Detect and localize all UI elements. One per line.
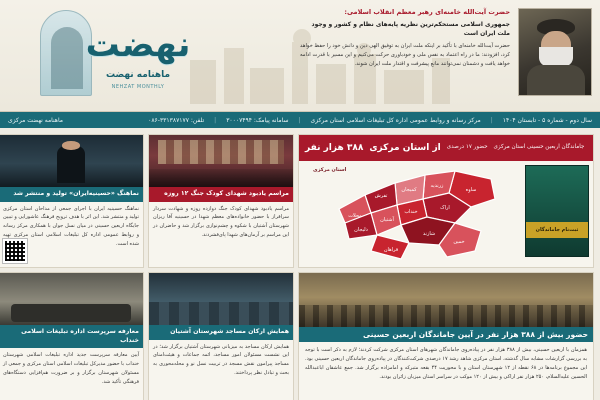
qr-code-icon[interactable] <box>3 239 27 263</box>
card-text-propagation-visit: آیین معارفه سرپرست جدید اداره تبلیغات اسلامی شهرستان خنداب با حضور مدیرکل تبلیغات اسلامی استان مرکزی و جمعی از مسئولان شهرستان برگزار و بر ضرورت هم‌افزایی دستگاه‌های فرهنگی تأکید شد. <box>3 352 139 385</box>
content-grid <box>0 128 600 400</box>
logo-wordmark: نهضت <box>85 25 191 65</box>
issue-info-item-0: سال دوم - شماره ۵ - تابستان ۱۴۰۴ <box>502 116 592 124</box>
feature-headline-rest: از استان مرکزی <box>369 143 441 153</box>
svg-text:تفرش: تفرش <box>374 193 388 199</box>
issue-info-item-2: سامانه پیامک: ۳۰۰۰۷۴۹۴ <box>226 116 289 124</box>
card-image-hall-audience <box>149 273 293 325</box>
svg-text:ساوه: ساوه <box>465 187 477 193</box>
photo-placeholder <box>149 135 293 187</box>
svg-text:خنداب: خنداب <box>404 209 418 215</box>
feature-arbaeen-statistics[interactable] <box>298 134 594 268</box>
leader-quote-block <box>300 8 510 68</box>
svg-text:خمين: خمين <box>453 239 465 245</box>
feature-headline-number: ۳۸۸ هزار نفر <box>305 143 364 153</box>
divider: | <box>490 116 493 124</box>
markazi-province-map[interactable] <box>305 165 519 261</box>
svg-text:دليجان: دليجان <box>354 227 368 233</box>
card-image-speaker-stage <box>0 135 143 187</box>
top-left-card-column <box>0 134 294 268</box>
card-image-meeting-room <box>0 273 143 325</box>
svg-text:آشتيان: آشتيان <box>380 217 394 223</box>
article-arbaeen-participation[interactable] <box>298 272 594 400</box>
svg-text:فراهان: فراهان <box>383 247 399 253</box>
card-text-quran-circles: همایش ارکان مساجد به میزبانی شهرستان آشتیان برگزار شد؛ در این نشست مسئولان امور مساجد، ائمه جماعات و هیئت‌امنای مساجد پیرامون نقش مسجد در تربیت نسل نو و محله‌محوری به بحث و تبادل نظر پرداختند. <box>153 343 289 376</box>
card-quran-circles-meeting[interactable] <box>148 272 294 400</box>
card-hosseini-anthem[interactable] <box>0 134 144 268</box>
province-map-svg <box>305 165 519 261</box>
issue-info-item-1: مرکز رسانه و روابط عمومی اداره کل تبلیغات اسلامی استان مرکزی <box>310 116 481 124</box>
publication-name-label: ماهنامه نهضت مرکزی <box>8 116 64 124</box>
logo-latin-subtitle: NEHZAT MONTHLY <box>111 84 165 90</box>
svg-text:زرندیه: زرندیه <box>430 183 444 189</box>
card-title-war-martyrs: مراسم یادبود شهدای کودک جنگ ۱۲ روزه <box>149 187 293 202</box>
photo-placeholder <box>299 273 593 327</box>
divider: | <box>214 116 217 124</box>
divider: | <box>298 116 301 124</box>
card-image-banners-hall <box>149 135 293 187</box>
photo-placeholder <box>149 273 293 325</box>
publication-logo <box>6 4 196 104</box>
article-image-march <box>299 273 593 327</box>
feature-subline-1: حضور ۱۷ درصدی <box>446 144 488 151</box>
svg-text:محلات: محلات <box>348 213 362 219</box>
photo-placeholder <box>0 135 143 187</box>
leader-quote-title: حضرت آیت‌الله خامنه‌ای رهبر معظم انقلاب اسلامی: <box>344 8 510 16</box>
robe-shape <box>527 65 585 96</box>
map-badge-label: استان مرکزی <box>313 167 347 173</box>
issue-info-bar <box>0 112 600 128</box>
poster-band-label: ثبت‌نام جاماندگان <box>526 222 588 238</box>
arbaeen-poster <box>525 165 589 257</box>
card-title-hosseini-anthem: نماهنگ «حسینیه‌ایران» تولید و منتشر شد <box>0 187 143 202</box>
bottom-left-card-column <box>0 272 294 400</box>
masthead <box>0 0 600 112</box>
card-text-war-martyrs: مراسم یادبود شهدای کودک جنگ دوازده روزه و شهادت سردار سرافراز با حضور خانواده‌های معظم شهدا در حسینیه آقا ریزان شهرستان آشتیان با شکوه و چشم‌نوازی برگزار شد و حاضران در این مراسم بر آرمان‌های شهدا پای‌فشردند. <box>153 205 289 238</box>
article-body-text: همزمان با اربعین حسینی، بیش از ۳۸۸ هزار نفر در پیاده‌روی جاماندگان شهرهای استان مرکزی شرکت کردند؛ لازم به ذکر است با توجه به بررسی گزارشات مشابه سال گذشته، استان مرکزی شاهد رشد ۱۷ درصدی شرکت‌کنندگان در پیاده‌روی جاماندگان اربعین حسینی بود. این مجموع برنامه‌ها در ۶۸ نقطه از ۱۲ شهرستان استان و با محوریت ۴۴ بقعه متبرکه و امامزاده برگزار شد. جمع عاشقان اباعبدالله الحسین علیه‌السلام، ۲۵۰ هزار نفر اراکی و بیش از ۱۲۰ موکب در سراسر استان میزبان زائران بودند. <box>305 347 587 380</box>
leader-quote-body: حضرت آیت‌الله خامنه‌ای با تأکید بر اینکه ملت ایران به توفیق الهی دین و دانش خود را حفظ خواهد کرد، افزودند: ما در راه اعتماد به نفس ملی و خودباوری حرکت می‌کنیم و این مسیر با قدرت ادامه خواهد یافت و دشمنان نمی‌توانند مانع پیشرفت و اقتدار ملت ایران شوند. <box>299 42 510 67</box>
article-title: حضور بیش از ۳۸۸ هزار نفر در آیین جاماندگان اربعین حسینی <box>299 327 593 342</box>
feature-headline <box>299 135 593 161</box>
card-propagation-visit[interactable] <box>0 272 144 400</box>
feature-subline-2: جاماندگان اربعین حسینی استان مرکزی <box>493 144 585 151</box>
photo-placeholder <box>0 273 143 325</box>
card-title-propagation-visit: معارفه سرپرست اداره تبلیغات اسلامی خنداب <box>0 325 143 348</box>
issue-info-items <box>148 117 592 124</box>
card-text-hosseini-anthem: نماهنگ حسینیه ایران با اجرای جمعی از مداحان استان مرکزی تولید و منتشر شد. این اثر با هدف ترویج فرهنگ عاشورایی و تبیین جایگاه اربعین حسینی در میان نسل جوان با همکاری مرکز رسانه و روابط عمومی اداره کل تبلیغات اسلامی استان مرکزی تهیه شده است. <box>3 205 139 247</box>
card-title-quran-circles: همایش ارکان مساجد شهرستان آشتیان <box>149 325 293 340</box>
svg-text:شازند: شازند <box>422 231 436 237</box>
leader-portrait <box>518 8 592 96</box>
svg-text:اراک: اراک <box>440 205 450 211</box>
logo-subtitle: ماهنامه نهضت <box>105 70 171 80</box>
issue-info-item-3: تلفن: ۳۳۱۳۸۷۱۷۷-۰۸۶ <box>148 116 205 124</box>
leader-quote-subtitle: جمهوری اسلامی مستحکم‌ترین نظریه پایه‌های نظام و کشور و وجود ملت ایران است <box>311 20 510 38</box>
card-war-martyrs-ceremony[interactable] <box>148 134 294 268</box>
svg-text:كميجان: كميجان <box>401 187 417 193</box>
